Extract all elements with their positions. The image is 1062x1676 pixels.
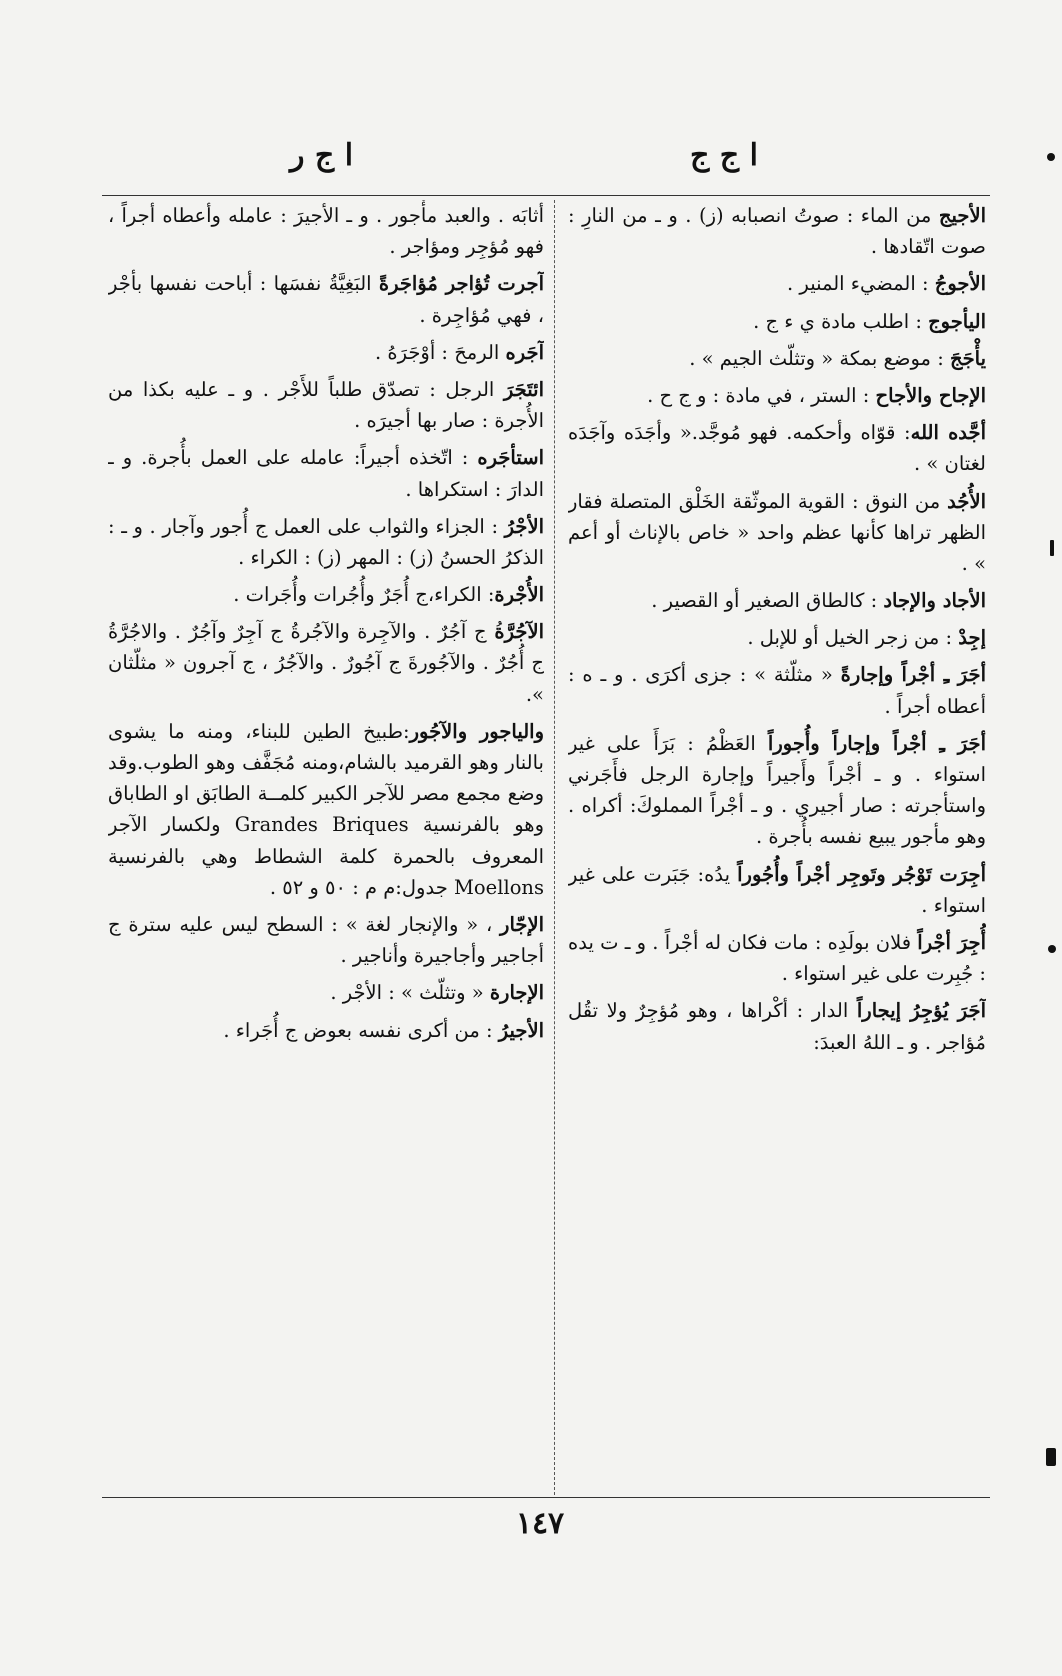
entry-definition: « مثلّثة » : جزى أكرَى . و ـ ه : أعطاه أجراً . [568, 663, 986, 718]
entry-headword: والياجور والآجُور [409, 719, 544, 743]
dictionary-entry [108, 716, 544, 903]
dictionary-entry [568, 306, 986, 337]
entry-headword: إجِدْ [958, 626, 986, 650]
entry-definition: يدُه: جَبَرت على غير استواء . [568, 862, 986, 917]
entry-headword: يأْجَجَ [949, 346, 986, 370]
margin-mark [1048, 945, 1056, 953]
entry-definition: ، « والإنجار لغة » : السطح ليس عليه سترة ج أجاجير وأجاجيرة وأناجير . [108, 912, 544, 968]
dictionary-entry [568, 200, 986, 262]
dictionary-entry [108, 200, 544, 262]
page-number: ١٤٧ [515, 1506, 565, 1541]
bottom-rule [102, 1497, 990, 1498]
entry-headword: الإجّار [500, 912, 544, 936]
dictionary-entry [568, 728, 986, 853]
entry-headword: أجَرَ ـِ أجْراً وإجاراً وأُجوراً [767, 731, 986, 755]
entry-definition: من النوق : القوية الموثّقة الخَلْق المتصلة فقار الظهر تراها كأنها عظم واحد « خاص بالإناث أو أعم » . [568, 489, 986, 575]
entry-definition: : الجزاء والثواب على العمل ج أُجور وآجار . و ـ : الذكرُ الحسنُ (ز) : المهر (ز) : الكراء . [108, 514, 544, 569]
entry-headword: استأجَره [477, 446, 544, 470]
entry-headword: الأُجُد [947, 489, 986, 513]
dictionary-entry [568, 927, 986, 989]
entry-headword: ائتَجَرَ [503, 377, 544, 401]
dictionary-entry [568, 859, 986, 921]
entry-headword: الآجُرَّة [494, 620, 544, 644]
entry-definition: : من أكرى نفسه بعوض ج أُجَراء . [223, 1018, 499, 1042]
dictionary-entry [108, 268, 544, 330]
dictionary-entry [108, 511, 544, 573]
entry-definition: العَظْمُ : بَرَأَ على غير استواء . و ـ أجْراً وأَجيراً وإجارة الرجل فأَجَرني واستأجرته : صار أجيري . و ـ أجْراً المملوكَ: أكراه . وهو مأجور يبيع نفسه بأُجرة . [568, 731, 986, 849]
entry-headword: آجرت تُؤاجر مُؤاجَرةً [378, 272, 544, 296]
entry-definition: : الكراء،ج أُجَرٌ وأُجُرات وأُجَرات . [233, 583, 495, 607]
entry-definition: : اطلب مادة ي ء ج . [753, 309, 929, 333]
dictionary-entry [108, 977, 544, 1008]
entry-definition: : الستر ، في مادة : و ج ح . [647, 383, 876, 407]
dictionary-entry [568, 343, 986, 374]
entry-definition: ُ ج آجُرٌ . والآجِرة والآجُرةُ ج آجِرٌ وآجُرٌ . والاجُرَّةُ ج أُجُرٌ . والآجُورةَ ج آجُورٌ . والآجُرُ ، ج آجرون « مثلّثان ». [108, 620, 544, 706]
entry-headword: الإجاح والأجاح [875, 383, 986, 407]
column-divider [554, 200, 555, 1495]
entry-headword: أجَرَ ـِ أجْراً وإجارةً [840, 663, 986, 687]
dictionary-entry [108, 337, 544, 368]
dictionary-entry [568, 486, 986, 580]
entry-headword: أجَّده الله [910, 421, 986, 445]
dictionary-entry [568, 380, 986, 411]
entry-definition: : من زجر الخيل أو للإبل . [747, 626, 959, 650]
entry-headword: اليأجوج [928, 309, 986, 333]
dictionary-entry [108, 1015, 544, 1046]
entry-definition: : كالطاق الصغير أو القصير . [651, 589, 884, 613]
entry-headword: الأجاد والإجاد [883, 589, 986, 613]
dictionary-entry [568, 622, 986, 653]
dictionary-entry [108, 442, 544, 504]
entry-headword: آجَره [505, 340, 544, 364]
dictionary-entry [108, 616, 544, 710]
entry-headword: أُجِرَ أجْراً [917, 930, 986, 954]
entry-headword: الأجيرُ [498, 1018, 544, 1042]
entry-headword: الأجْرُ [504, 514, 544, 538]
entry-definition: : موضع بمكة « وتثلّث الجيم » . [689, 346, 950, 370]
dictionary-entry [568, 417, 986, 479]
entry-definition: الرمحَ : أوْجَرَهُ . [374, 340, 506, 364]
entry-definition: من الماء : صوتُ انصبابه (ز) . و ـ من النارِ : صوت اتّقادها . [568, 204, 986, 259]
entry-headword: الإجارة [489, 981, 544, 1005]
dictionary-entry [568, 659, 986, 721]
top-rule [102, 195, 990, 196]
entry-headword: آجَرَ يُؤجِرُ إيجاراً [856, 999, 986, 1023]
entry-headword: الأجيج [938, 204, 986, 227]
entry-definition: البَغِيَّةُ نفسَها : أباحت نفسها بأجْر ، فهي مُؤاجِرة . [108, 272, 544, 327]
entry-definition: : قوّاه وأحكمه. فهو مُوجَّد.« وأجَدَه وآجَدَه لغتان » . [568, 421, 986, 476]
entry-definition: فلان بولَدِه : مات فكان له أجْراً . و ـ ت يده : جُبِرت على غير استواء . [568, 930, 986, 986]
left-column [108, 200, 544, 1490]
dictionary-entry [568, 268, 986, 299]
entry-definition: « وتثلّث » : الأجْر . [330, 981, 490, 1005]
margin-mark [1050, 540, 1054, 556]
entry-definition: :طبيخ الطين للبناء، ومنه ما يشوى بالنار وهو القرميد بالشام،ومنه مُجَفَّف وهو الطوب.وقد وضع مجمع مصر للآجر الكبير كلمــة الطابَق او الطاباق وهو بالفرنسية Grandes Briques ولكسار الآجر المعروف بالحمرة كلمة الشطاط وهي بالفرنسية Moellons جدول:م م : ٥٠ و ٥٢ . [108, 719, 544, 899]
entry-definition: الدار : أكْراها ، وهو مُؤجِرٌ ولا تقُل مُؤاجر . و ـ اللهُ العبدَ: [568, 999, 986, 1054]
margin-mark [1047, 153, 1055, 161]
right-column [568, 200, 986, 1490]
left-column-heading: ا ج ر [290, 138, 354, 173]
entry-definition: : اتّخذه أجيراً: عامله على العمل بأُجرة. و ـ الدارَ : استكراها . [108, 446, 544, 501]
entry-definition: الرجل : تصدّق طلباً للأَجْر . و ـ عليه بكذا من الأُجرة : صار بها أجيرَه . [108, 377, 544, 433]
entry-headword: الأُجْرة [494, 583, 544, 607]
entry-definition: أثابَه . والعبد مأْجور . و ـ الأجيرَ : عامله وأعطاه أجراً ، فهو مُؤجِر ومؤاجر . [108, 204, 544, 259]
entry-headword: الأجوجُ [934, 272, 986, 296]
dictionary-entry [108, 909, 544, 971]
dictionary-entry [568, 585, 986, 616]
entry-headword: أجِرَت تَوْجُر وتَوجِر أجْراً وأُجُوراً [737, 862, 986, 886]
dictionary-entry [108, 374, 544, 436]
dictionary-entry [108, 579, 544, 610]
margin-mark [1046, 1448, 1056, 1466]
entry-definition: : المضيء المنير . [787, 272, 935, 296]
dictionary-entry [568, 995, 986, 1057]
right-column-heading: ا ج ج [690, 138, 758, 173]
